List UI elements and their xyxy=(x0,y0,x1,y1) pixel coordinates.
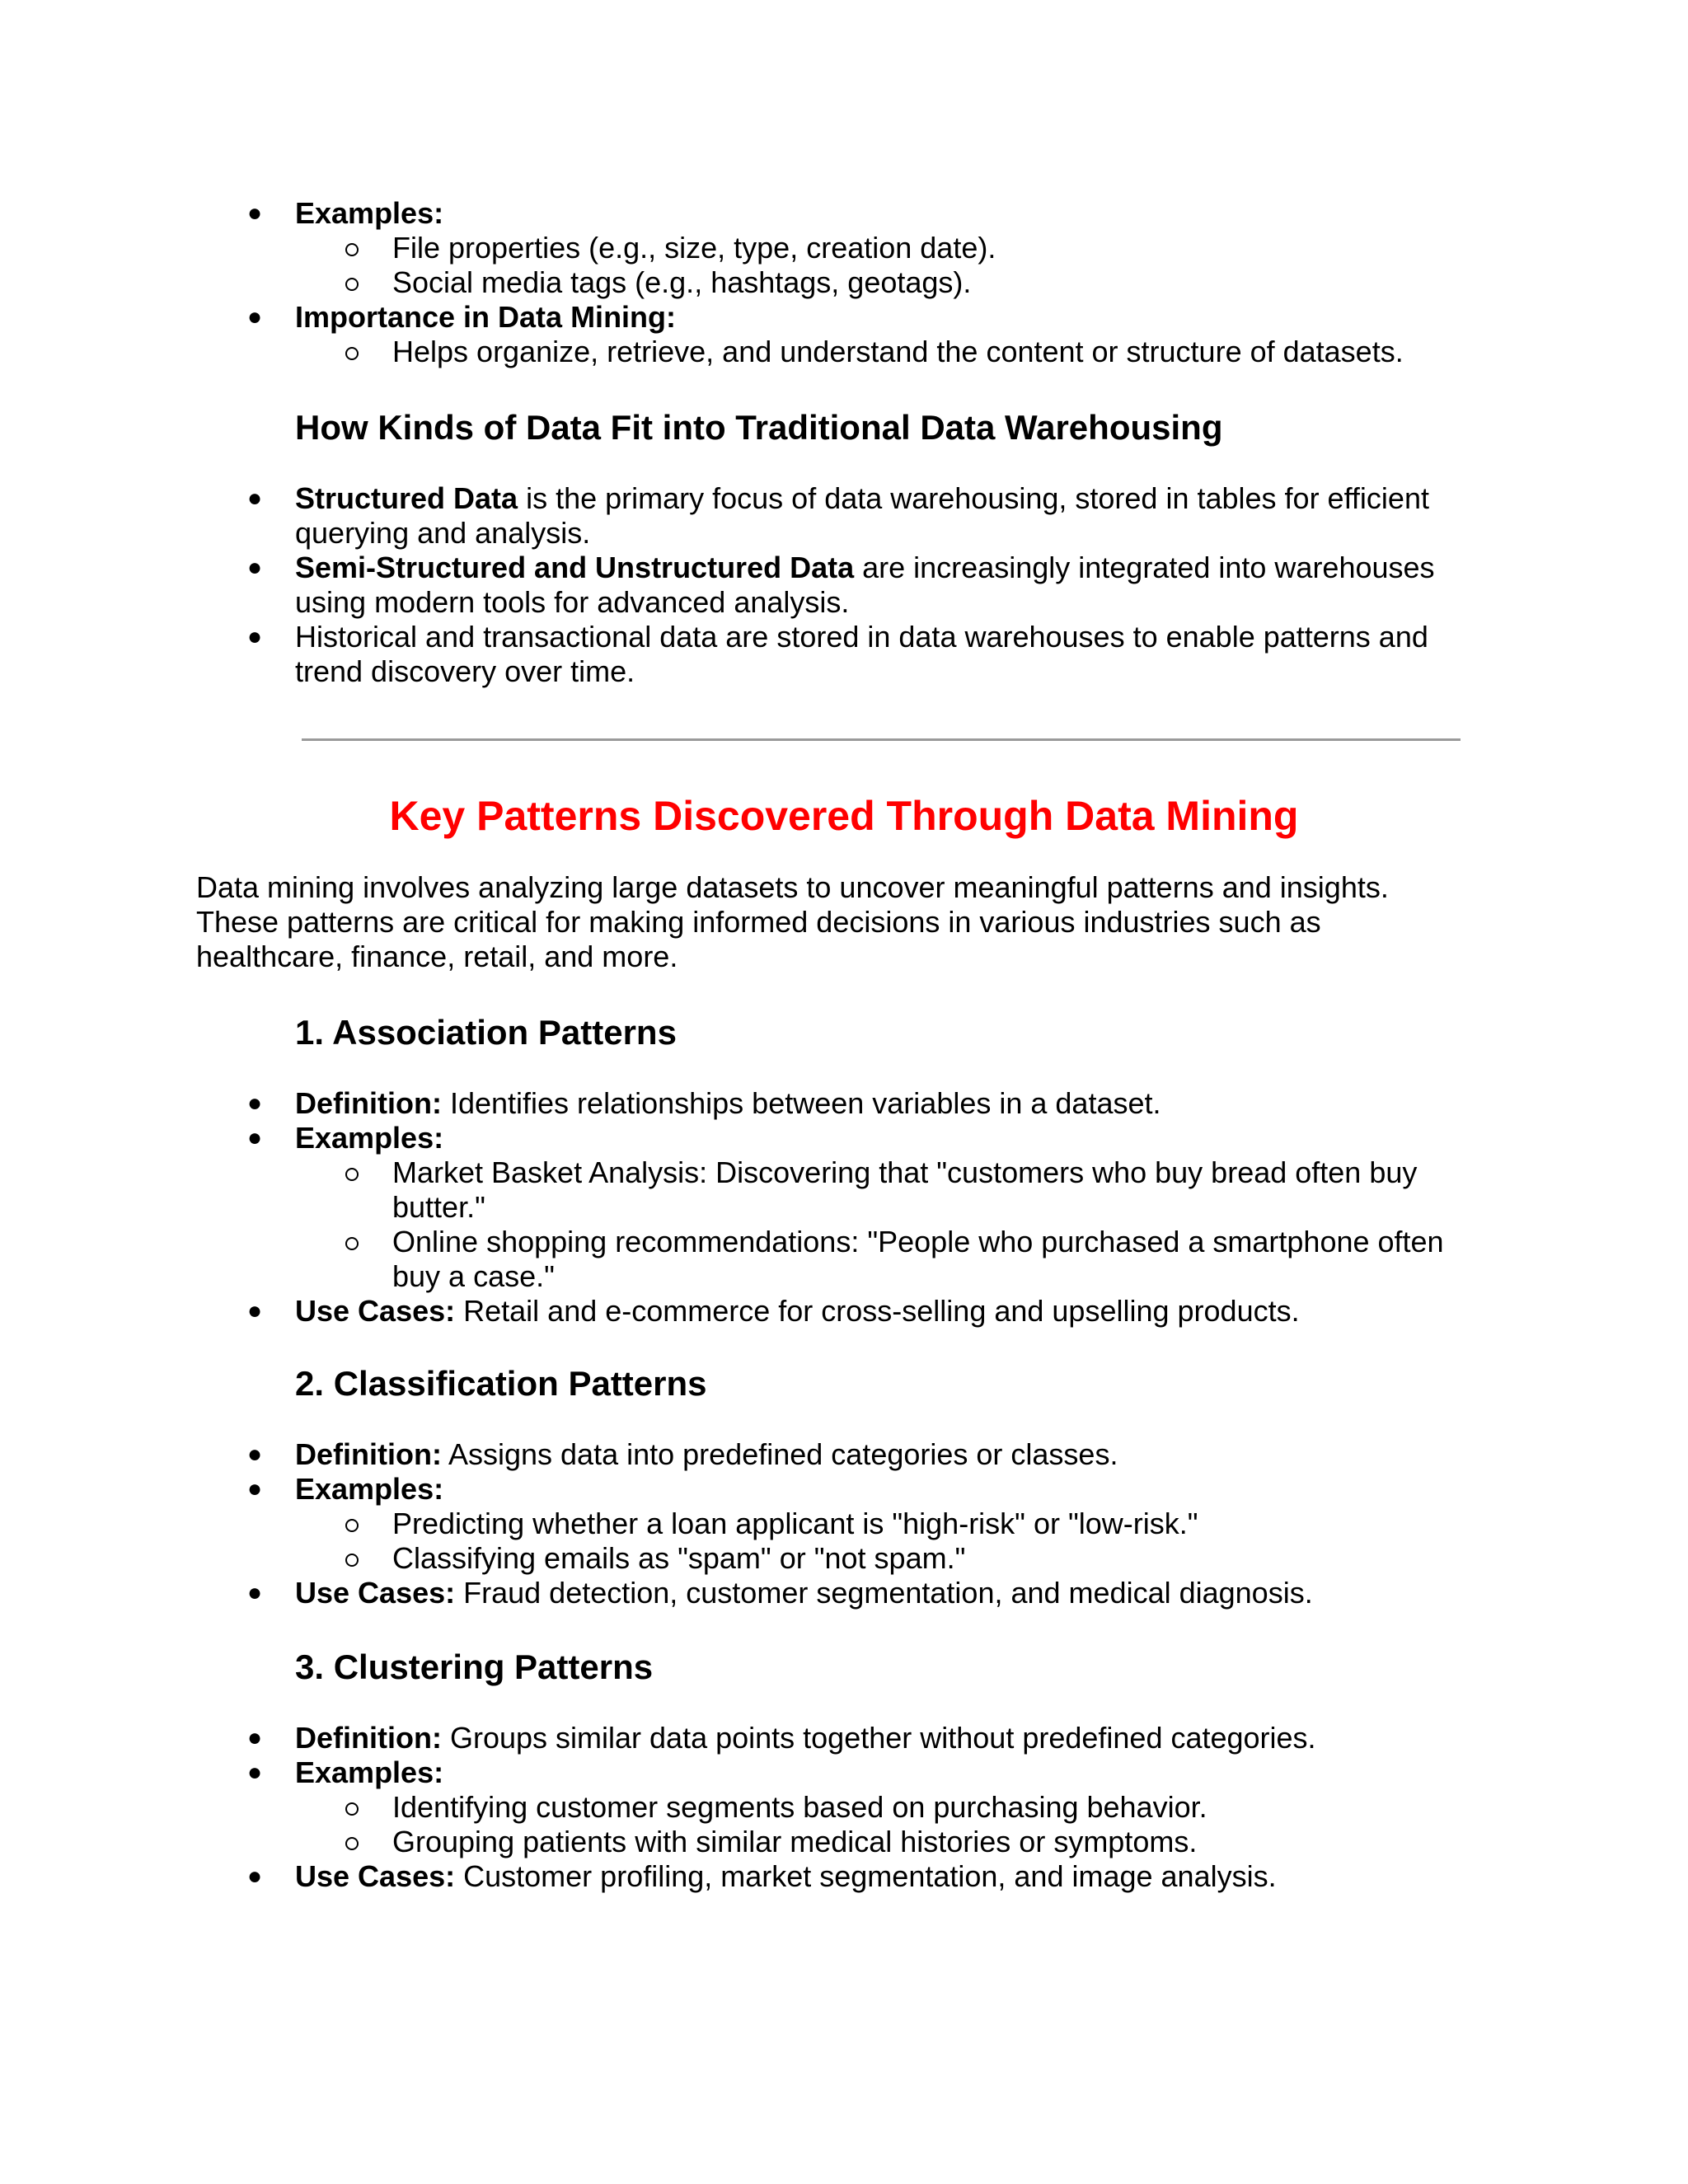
intro-line-1: Data mining involves analyzing large datasets to uncover meaningful patterns and insights. xyxy=(196,870,1389,904)
bullet-icon: ● xyxy=(247,1441,263,1468)
usecases-text: Customer profiling, market segmentation, and image analysis. xyxy=(455,1859,1277,1893)
sub-bullet-icon xyxy=(345,1837,359,1850)
sub-bullet-icon xyxy=(345,347,359,360)
intro-line-2: These patterns are critical for making informed decisions in various industries such as xyxy=(196,905,1321,939)
association-example-1: Market Basket Analysis: Discovering that "customers who buy bread often buy xyxy=(392,1155,1418,1189)
item-text: are increasingly integrated into warehouses xyxy=(854,551,1435,584)
sub-bullet-icon xyxy=(345,278,359,291)
examples-label: Examples: xyxy=(295,196,444,230)
association-example-2-cont: buy a case." xyxy=(392,1259,555,1293)
sub-bullet-icon xyxy=(345,1554,359,1567)
bullet-icon: ● xyxy=(247,1724,263,1751)
warehousing-item-1 xyxy=(295,481,1429,516)
association-examples-label: Examples: xyxy=(295,1121,444,1155)
importance-item: Helps organize, retrieve, and understand the content or structure of datasets. xyxy=(392,335,1404,368)
definition-text: Assigns data into predefined categories or classes. xyxy=(441,1437,1118,1471)
usecases-label: Use Cases: xyxy=(295,1294,456,1328)
bullet-icon: ● xyxy=(247,1297,263,1324)
clustering-definition xyxy=(295,1721,1316,1755)
bullet-icon: ● xyxy=(247,303,263,330)
clustering-usecases xyxy=(295,1859,1277,1894)
classification-examples-label: Examples: xyxy=(295,1472,444,1506)
definition-text: Groups similar data points together without predefined categories. xyxy=(441,1721,1316,1755)
bullet-icon: ● xyxy=(247,1124,263,1151)
section-title: Key Patterns Discovered Through Data Mining xyxy=(389,793,1299,839)
usecases-text: Retail and e-commerce for cross-selling and upselling products. xyxy=(455,1294,1300,1328)
item-text: is the primary focus of data warehousing, stored in tables for efficient xyxy=(518,481,1429,515)
classification-example-2: Classifying emails as "spam" or "not spam." xyxy=(392,1541,966,1575)
definition-label: Definition: xyxy=(295,1437,442,1471)
usecases-text: Fraud detection, customer segmentation, and medical diagnosis. xyxy=(455,1576,1313,1610)
warehousing-item-2-cont: using modern tools for advanced analysis. xyxy=(295,585,850,619)
association-usecases xyxy=(295,1294,1300,1329)
classification-example-1: Predicting whether a loan applicant is "high-risk" or "low-risk." xyxy=(392,1507,1198,1540)
clustering-heading: 3. Clustering Patterns xyxy=(295,1647,654,1686)
bullet-icon: ● xyxy=(247,1863,263,1890)
sub-bullet-icon xyxy=(345,1519,359,1532)
clustering-example-1: Identifying customer segments based on purchasing behavior. xyxy=(392,1790,1207,1824)
warehousing-heading: How Kinds of Data Fit into Traditional Data Warehousing xyxy=(295,408,1223,447)
intro-line-3: healthcare, finance, retail, and more. xyxy=(196,940,678,973)
association-example-2: Online shopping recommendations: "People who purchased a smartphone often xyxy=(392,1225,1444,1258)
warehousing-item-3-cont: trend discovery over time. xyxy=(295,654,635,688)
bold-term: Semi-Structured and Unstructured Data xyxy=(295,551,855,584)
sub-bullet-icon xyxy=(345,1237,359,1250)
classification-usecases xyxy=(295,1576,1313,1610)
usecases-label: Use Cases: xyxy=(295,1576,456,1610)
association-heading: 1. Association Patterns xyxy=(295,1013,677,1052)
importance-label: Importance in Data Mining: xyxy=(295,300,677,334)
bullet-icon: ● xyxy=(247,1090,263,1117)
classification-heading: 2. Classification Patterns xyxy=(295,1364,707,1403)
association-definition xyxy=(295,1086,1161,1121)
definition-label: Definition: xyxy=(295,1086,442,1120)
association-example-1-cont: butter." xyxy=(392,1190,485,1224)
warehousing-item-1-cont: querying and analysis. xyxy=(295,516,591,550)
sub-bullet-icon xyxy=(345,243,359,256)
sub-bullet-icon xyxy=(345,1168,359,1181)
bullet-icon: ● xyxy=(247,623,263,650)
metadata-example-1: File properties (e.g., size, type, creation date). xyxy=(392,231,996,265)
definition-text: Identifies relationships between variables in a dataset. xyxy=(441,1086,1161,1120)
warehousing-item-3: Historical and transactional data are stored in data warehouses to enable patterns and xyxy=(295,620,1428,654)
bullet-icon: ● xyxy=(247,1579,263,1606)
bullet-icon: ● xyxy=(247,554,263,581)
warehousing-item-2 xyxy=(295,551,1435,585)
definition-label: Definition: xyxy=(295,1721,442,1755)
bullet-icon: ● xyxy=(247,1475,263,1502)
metadata-example-2: Social media tags (e.g., hashtags, geotags). xyxy=(392,265,972,299)
classification-definition xyxy=(295,1437,1118,1472)
bullet-icon: ● xyxy=(247,485,263,512)
bullet-icon: ● xyxy=(247,1759,263,1786)
bold-term: Structured Data xyxy=(295,481,518,515)
clustering-examples-label: Examples: xyxy=(295,1755,444,1789)
bullet-icon: ● xyxy=(247,199,263,227)
usecases-label: Use Cases: xyxy=(295,1859,456,1893)
sub-bullet-icon xyxy=(345,1802,359,1816)
clustering-example-2: Grouping patients with similar medical histories or symptoms. xyxy=(392,1825,1198,1858)
horizontal-divider xyxy=(302,738,1461,741)
